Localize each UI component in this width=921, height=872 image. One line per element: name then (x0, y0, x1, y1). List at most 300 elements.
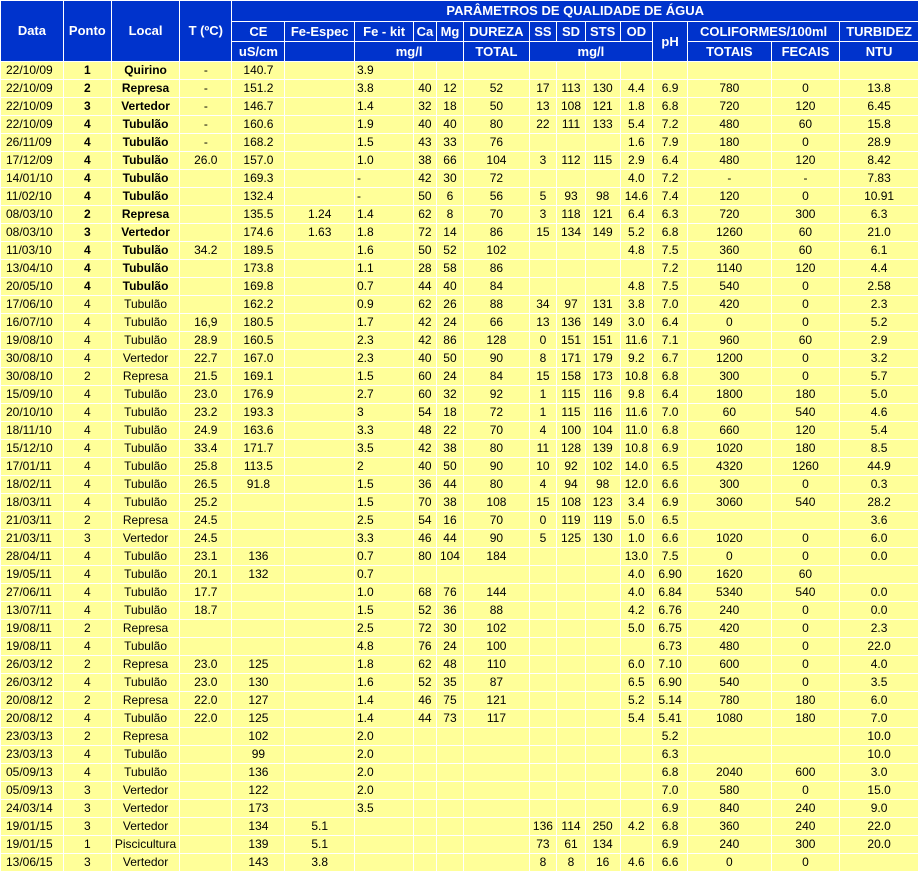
cell-ca (414, 835, 436, 853)
cell-od: 4.0 (620, 565, 653, 583)
cell-fe-kit: 1.4 (354, 205, 413, 223)
cell-temperature (180, 763, 232, 781)
cell-coliformes-fecais: 0 (771, 295, 839, 313)
table-row (1, 799, 919, 817)
cell-fe-espec (285, 799, 354, 817)
cell-coliformes-fecais: 60 (771, 223, 839, 241)
cell-od: 12.0 (620, 475, 653, 493)
cell-coliformes-totais: - (687, 169, 771, 187)
cell-fe-espec (285, 655, 354, 673)
cell-coliformes-fecais: 120 (771, 421, 839, 439)
cell-dureza: 121 (464, 691, 529, 709)
cell-ce: 102 (232, 727, 285, 745)
cell-od (620, 835, 653, 853)
cell-fe-espec (285, 727, 354, 745)
cell-sd (557, 133, 586, 151)
cell-fe-espec (285, 619, 354, 637)
cell-dureza: 90 (464, 529, 529, 547)
cell-turbidez: 6.3 (840, 205, 919, 223)
cell-dureza: 90 (464, 349, 529, 367)
cell-dureza: 84 (464, 367, 529, 385)
cell-temperature: 20.1 (180, 565, 232, 583)
cell-ss (529, 799, 557, 817)
cell-temperature: 33.4 (180, 439, 232, 457)
cell-coliformes-totais: 1020 (687, 439, 771, 457)
cell-local: Quirino (111, 61, 179, 79)
cell-mg: 40 (436, 277, 464, 295)
cell-sts (585, 241, 620, 259)
cell-temperature: 28.9 (180, 331, 232, 349)
cell-coliformes-fecais: 180 (771, 691, 839, 709)
cell-ph: 7.9 (653, 133, 688, 151)
cell-turbidez: 8.5 (840, 439, 919, 457)
cell-dureza: 108 (464, 493, 529, 511)
cell-temperature: 23.0 (180, 673, 232, 691)
cell-coliformes-totais: 120 (687, 187, 771, 205)
cell-coliformes-fecais: 600 (771, 763, 839, 781)
cell-ce: 189.5 (232, 241, 285, 259)
cell-coliformes-fecais: 0 (771, 673, 839, 691)
cell-local: Tubulão (111, 313, 179, 331)
col-header-ss: SS (529, 21, 557, 41)
cell-od: 4.0 (620, 583, 653, 601)
cell-fe-kit: 3.9 (354, 61, 413, 79)
table-row (1, 349, 919, 367)
cell-fe-kit: 1.6 (354, 673, 413, 691)
cell-local: Tubulão (111, 673, 179, 691)
cell-turbidez: 5.2 (840, 313, 919, 331)
cell-ph: 7.5 (653, 241, 688, 259)
cell-od: 1.6 (620, 133, 653, 151)
cell-sd (557, 781, 586, 799)
cell-local: Tubulão (111, 457, 179, 475)
cell-sd (557, 655, 586, 673)
col-header-local: Local (111, 1, 179, 61)
cell-fe-espec (285, 169, 354, 187)
cell-local: Tubulão (111, 385, 179, 403)
cell-fe-espec (285, 61, 354, 79)
cell-od: 5.2 (620, 691, 653, 709)
cell-mg (436, 745, 464, 763)
cell-mg: 32 (436, 385, 464, 403)
cell-mg: 12 (436, 79, 464, 97)
cell-ca: 50 (414, 187, 436, 205)
cell-coliformes-totais: 780 (687, 691, 771, 709)
cell-sts: 98 (585, 187, 620, 205)
cell-turbidez: 2.3 (840, 619, 919, 637)
cell-date: 05/09/13 (1, 781, 63, 799)
col-header-temperature: T (ºC) (180, 1, 232, 61)
cell-ph: 5.14 (653, 691, 688, 709)
cell-local: Tubulão (111, 763, 179, 781)
cell-od (620, 799, 653, 817)
cell-ponto: 4 (63, 331, 111, 349)
cell-fe-espec (285, 709, 354, 727)
cell-ph: 6.9 (653, 799, 688, 817)
cell-ss (529, 169, 557, 187)
cell-turbidez: 13.8 (840, 79, 919, 97)
cell-ca (414, 61, 436, 79)
cell-dureza: 128 (464, 331, 529, 349)
cell-ca: 60 (414, 385, 436, 403)
cell-od (620, 637, 653, 655)
cell-sts: 121 (585, 97, 620, 115)
cell-coliformes-fecais: 0 (771, 349, 839, 367)
cell-ca: 72 (414, 619, 436, 637)
table-row (1, 331, 919, 349)
cell-coliformes-totais: 1800 (687, 385, 771, 403)
cell-ss: 73 (529, 835, 557, 853)
cell-coliformes-fecais: 0 (771, 79, 839, 97)
cell-coliformes-fecais: 1260 (771, 457, 839, 475)
cell-mg (436, 853, 464, 871)
cell-temperature (180, 169, 232, 187)
cell-coliformes-fecais: 0 (771, 601, 839, 619)
cell-local: Tubulão (111, 439, 179, 457)
cell-fe-kit: 1.8 (354, 223, 413, 241)
cell-fe-kit: 2.7 (354, 385, 413, 403)
cell-turbidez: 5.0 (840, 385, 919, 403)
cell-ph: 6.8 (653, 421, 688, 439)
cell-ponto: 1 (63, 61, 111, 79)
cell-coliformes-totais: 60 (687, 403, 771, 421)
cell-sts (585, 619, 620, 637)
cell-dureza (464, 61, 529, 79)
cell-date: 23/03/13 (1, 745, 63, 763)
table-row (1, 619, 919, 637)
cell-fe-kit: 1.0 (354, 583, 413, 601)
cell-sd (557, 169, 586, 187)
cell-od: 4.0 (620, 169, 653, 187)
cell-ponto: 4 (63, 565, 111, 583)
cell-coliformes-totais: 1260 (687, 223, 771, 241)
cell-coliformes-totais: 420 (687, 295, 771, 313)
cell-ponto: 4 (63, 763, 111, 781)
water-quality-table (1, 1, 919, 872)
cell-coliformes-totais: 600 (687, 655, 771, 673)
cell-sts (585, 727, 620, 745)
table-row (1, 457, 919, 475)
cell-dureza: 80 (464, 115, 529, 133)
cell-turbidez: 6.45 (840, 97, 919, 115)
cell-sd (557, 583, 586, 601)
cell-sts: 133 (585, 115, 620, 133)
cell-ce: 91.8 (232, 475, 285, 493)
cell-ce: 173 (232, 799, 285, 817)
cell-ponto: 2 (63, 691, 111, 709)
cell-turbidez: 7.0 (840, 709, 919, 727)
cell-date: 08/03/10 (1, 205, 63, 223)
cell-ce (232, 511, 285, 529)
cell-ca: 50 (414, 241, 436, 259)
table-row (1, 763, 919, 781)
cell-fe-kit (354, 817, 413, 835)
cell-local: Vertedor (111, 349, 179, 367)
cell-sts (585, 565, 620, 583)
cell-ponto: 3 (63, 223, 111, 241)
cell-fe-kit: 2.0 (354, 763, 413, 781)
cell-od (620, 727, 653, 745)
cell-coliformes-totais: 480 (687, 637, 771, 655)
cell-sts (585, 277, 620, 295)
cell-mg: 33 (436, 133, 464, 151)
cell-fe-espec (285, 547, 354, 565)
cell-temperature (180, 835, 232, 853)
cell-coliformes-fecais: 60 (771, 115, 839, 133)
cell-dureza: 66 (464, 313, 529, 331)
cell-coliformes-totais: 300 (687, 475, 771, 493)
cell-mg: 8 (436, 205, 464, 223)
cell-ponto: 4 (63, 403, 111, 421)
cell-ss (529, 277, 557, 295)
cell-local: Tubulão (111, 295, 179, 313)
cell-ce: 171.7 (232, 439, 285, 457)
cell-ss: 11 (529, 439, 557, 457)
cell-turbidez: 2.58 (840, 277, 919, 295)
cell-sts (585, 169, 620, 187)
cell-date: 20/08/12 (1, 709, 63, 727)
cell-ponto: 4 (63, 475, 111, 493)
water-quality-table-container (1, 1, 919, 872)
cell-ponto: 2 (63, 205, 111, 223)
cell-od: 4.8 (620, 277, 653, 295)
cell-coliformes-fecais (771, 61, 839, 79)
cell-sd: 119 (557, 511, 586, 529)
cell-sd: 97 (557, 295, 586, 313)
cell-fe-kit: 0.9 (354, 295, 413, 313)
cell-mg: 35 (436, 673, 464, 691)
cell-fe-kit: 4.8 (354, 637, 413, 655)
cell-fe-kit: 1.1 (354, 259, 413, 277)
cell-turbidez: 0.0 (840, 601, 919, 619)
cell-od: 4.4 (620, 79, 653, 97)
cell-temperature (180, 799, 232, 817)
cell-coliformes-totais: 840 (687, 799, 771, 817)
cell-ss (529, 61, 557, 79)
col-header-ce-unit: uS/cm (232, 41, 285, 61)
cell-mg: 58 (436, 259, 464, 277)
cell-od: 5.4 (620, 115, 653, 133)
cell-date: 18/02/11 (1, 475, 63, 493)
col-header-ponto: Ponto (63, 1, 111, 61)
cell-coliformes-fecais (771, 511, 839, 529)
table-row (1, 169, 919, 187)
cell-od: 11.0 (620, 421, 653, 439)
cell-od: 1.0 (620, 529, 653, 547)
cell-turbidez (840, 853, 919, 871)
cell-mg: 38 (436, 439, 464, 457)
cell-coliformes-totais: 1080 (687, 709, 771, 727)
cell-coliformes-totais: 960 (687, 331, 771, 349)
table-row (1, 403, 919, 421)
cell-local: Tubulão (111, 565, 179, 583)
cell-mg: 40 (436, 115, 464, 133)
cell-date: 18/11/10 (1, 421, 63, 439)
cell-ponto: 3 (63, 781, 111, 799)
cell-date: 22/10/09 (1, 79, 63, 97)
cell-coliformes-fecais: 0 (771, 781, 839, 799)
cell-ca: 62 (414, 655, 436, 673)
cell-coliformes-totais (687, 745, 771, 763)
cell-mg (436, 781, 464, 799)
cell-ponto: 3 (63, 97, 111, 115)
cell-ph: 6.3 (653, 205, 688, 223)
cell-sts: 130 (585, 79, 620, 97)
table-row (1, 277, 919, 295)
cell-coliformes-fecais: 180 (771, 439, 839, 457)
table-row (1, 565, 919, 583)
cell-ce: 143 (232, 853, 285, 871)
cell-dureza: 144 (464, 583, 529, 601)
cell-ponto: 4 (63, 313, 111, 331)
cell-temperature (180, 637, 232, 655)
cell-fe-kit: 2.5 (354, 511, 413, 529)
cell-temperature: 22.0 (180, 709, 232, 727)
cell-ss (529, 781, 557, 799)
cell-turbidez: 2.3 (840, 295, 919, 313)
cell-mg: 104 (436, 547, 464, 565)
cell-ca: 43 (414, 133, 436, 151)
cell-sd: 61 (557, 835, 586, 853)
cell-date: 15/12/10 (1, 439, 63, 457)
cell-ce: 162.2 (232, 295, 285, 313)
cell-ce: 139 (232, 835, 285, 853)
cell-fe-espec (285, 259, 354, 277)
cell-date: 28/04/11 (1, 547, 63, 565)
cell-coliformes-fecais: 0 (771, 367, 839, 385)
cell-ponto: 4 (63, 583, 111, 601)
cell-coliformes-totais: 4320 (687, 457, 771, 475)
cell-coliformes-fecais: 60 (771, 241, 839, 259)
cell-fe-espec: 5.1 (285, 835, 354, 853)
cell-dureza: 76 (464, 133, 529, 151)
cell-ph: 6.90 (653, 565, 688, 583)
col-header-ca: Ca (414, 21, 436, 41)
cell-fe-kit: 1.9 (354, 115, 413, 133)
cell-turbidez: 20.0 (840, 835, 919, 853)
table-row (1, 547, 919, 565)
col-header-dureza-total: TOTAL (464, 41, 529, 61)
cell-ca (414, 727, 436, 745)
cell-sts: 131 (585, 295, 620, 313)
cell-ca: 68 (414, 583, 436, 601)
cell-od (620, 61, 653, 79)
cell-ce: 180.5 (232, 313, 285, 331)
cell-fe-kit: - (354, 169, 413, 187)
table-row (1, 817, 919, 835)
cell-coliformes-totais: 660 (687, 421, 771, 439)
cell-mg: 30 (436, 169, 464, 187)
cell-dureza: 88 (464, 295, 529, 313)
cell-mg: 52 (436, 241, 464, 259)
cell-fe-kit: 1.5 (354, 133, 413, 151)
table-header (1, 1, 919, 61)
cell-sd: 92 (557, 457, 586, 475)
cell-od: 13.0 (620, 547, 653, 565)
cell-turbidez: 3.6 (840, 511, 919, 529)
col-header-fe-espec: Fe-Espec (285, 21, 354, 41)
cell-fe-kit: 1.4 (354, 709, 413, 727)
cell-ph: 6.4 (653, 313, 688, 331)
cell-ss (529, 259, 557, 277)
cell-sd: 112 (557, 151, 586, 169)
cell-dureza: 117 (464, 709, 529, 727)
cell-ph: 7.10 (653, 655, 688, 673)
cell-turbidez: 9.0 (840, 799, 919, 817)
cell-coliformes-fecais: 0 (771, 853, 839, 871)
cell-ponto: 2 (63, 367, 111, 385)
table-row (1, 187, 919, 205)
cell-fe-espec (285, 475, 354, 493)
cell-dureza (464, 781, 529, 799)
cell-temperature (180, 223, 232, 241)
cell-sts: 98 (585, 475, 620, 493)
cell-mg (436, 835, 464, 853)
cell-local: Tubulão (111, 709, 179, 727)
cell-ss (529, 745, 557, 763)
cell-ss (529, 727, 557, 745)
cell-ce: 163.6 (232, 421, 285, 439)
cell-fe-kit: 1.5 (354, 493, 413, 511)
cell-sd (557, 637, 586, 655)
cell-date: 11/02/10 (1, 187, 63, 205)
cell-ca: 36 (414, 475, 436, 493)
cell-fe-kit: 0.7 (354, 277, 413, 295)
cell-fe-kit: 3.3 (354, 421, 413, 439)
col-header-ph: pH (653, 21, 688, 61)
cell-ce: 169.3 (232, 169, 285, 187)
cell-fe-kit: 2.3 (354, 349, 413, 367)
cell-fe-espec (285, 187, 354, 205)
cell-ce: 176.9 (232, 385, 285, 403)
cell-mg: 50 (436, 349, 464, 367)
cell-od: 4.6 (620, 853, 653, 871)
cell-coliformes-fecais: 180 (771, 709, 839, 727)
cell-ponto: 4 (63, 493, 111, 511)
cell-local: Tubulão (111, 151, 179, 169)
cell-date: 26/03/12 (1, 673, 63, 691)
cell-ce: 168.2 (232, 133, 285, 151)
cell-sd (557, 259, 586, 277)
cell-coliformes-totais (687, 727, 771, 745)
cell-dureza: 80 (464, 475, 529, 493)
cell-fe-kit: 3.5 (354, 439, 413, 457)
cell-dureza: 86 (464, 259, 529, 277)
cell-coliformes-fecais: 0 (771, 277, 839, 295)
cell-coliformes-fecais: 0 (771, 619, 839, 637)
cell-ph: 7.4 (653, 187, 688, 205)
cell-date: 27/06/11 (1, 583, 63, 601)
cell-ce: 132.4 (232, 187, 285, 205)
cell-temperature (180, 205, 232, 223)
cell-ponto: 1 (63, 835, 111, 853)
table-row (1, 727, 919, 745)
table-row (1, 673, 919, 691)
cell-fe-espec (285, 277, 354, 295)
cell-ph: 7.5 (653, 277, 688, 295)
cell-mg: 18 (436, 97, 464, 115)
cell-fe-kit: 1.8 (354, 655, 413, 673)
cell-temperature: 23.1 (180, 547, 232, 565)
cell-fe-kit: 1.4 (354, 691, 413, 709)
cell-temperature: - (180, 133, 232, 151)
cell-date: 20/08/12 (1, 691, 63, 709)
cell-local: Tubulão (111, 331, 179, 349)
cell-od: 6.0 (620, 655, 653, 673)
table-row (1, 385, 919, 403)
cell-ph: 6.9 (653, 835, 688, 853)
cell-temperature: 23.0 (180, 385, 232, 403)
